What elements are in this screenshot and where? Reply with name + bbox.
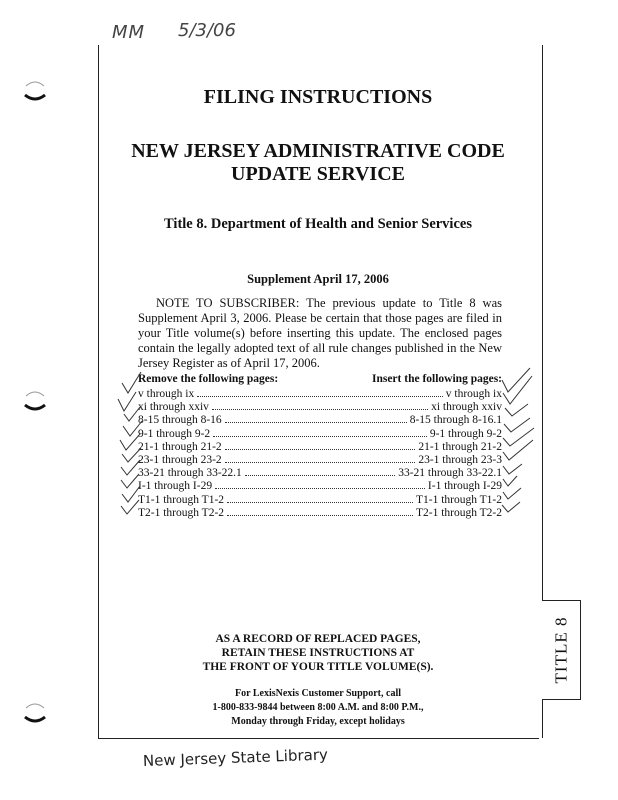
remove-range: 23-1 through 23-2 [138,453,222,466]
punch-hole-icon [22,388,48,414]
library-stamp: New Jersey State Library [142,745,329,770]
handwritten-initials: MM [112,22,146,43]
subtitle: Title 8. Department of Health and Senior Services [164,216,472,232]
remove-range: 9-1 through 9-2 [138,427,211,440]
insert-range: 33-21 through 33-22.1 [398,467,502,480]
table-row [138,387,502,400]
tab-label: TITLE 8 [551,616,571,684]
table-row [138,427,502,440]
support-line-1: For LexisNexis Customer Support, call [234,688,401,699]
remove-range: T2-1 through T2-2 [138,506,225,519]
code-title-line-1: NEW JERSEY ADMINISTRATIVE CODE [131,140,505,162]
punch-hole-icon [22,78,48,104]
remove-range: T1-1 through T1-2 [138,493,225,506]
subscriber-note-text: NOTE TO SUBSCRIBER: The previous update to Title 8 was Supplement April 3, 2006. Please be certain that those pages are filed in your Title volume(s) before inserting this update. The enclosed pages contain the legally adopted text of all rule changes published in the New Jersey Register as of April 17, 2006. [138,296,502,370]
insert-range: 8-15 through 8-16.1 [409,414,502,427]
insert-range: T1-1 through T1-2 [415,493,502,506]
insert-range: I-1 through I-29 [427,480,502,493]
table-row [138,400,502,413]
insert-range: 9-1 through 9-2 [429,427,502,440]
supplement-date: Supplement April 17, 2006 [247,272,389,286]
table-row [138,413,502,426]
support-line-2: 1-800-833-9844 between 8:00 A.M. and 8:00 P.M., [212,702,424,713]
remove-range: 21-1 through 21-2 [138,440,222,453]
table-row [138,466,502,479]
table-row [138,506,502,519]
remove-range: 33-21 through 33-22.1 [138,467,242,480]
remove-range: v through ix [138,388,195,400]
table-row [138,479,502,492]
insert-range: 21-1 through 21-2 [418,440,502,453]
insert-range: T2-1 through T2-2 [415,506,502,519]
insert-range: 23-1 through 23-3 [418,453,502,466]
record-notice-line-3: THE FRONT OF YOUR TITLE VOLUME(S). [202,661,434,673]
table-row [138,453,502,466]
record-notice-line-2: RETAIN THESE INSTRUCTIONS AT [221,647,415,659]
remove-header: Remove the following pages: [138,373,279,385]
punch-hole-icon [22,700,48,726]
table-row [138,440,502,453]
insert-range: xi through xxiv [431,401,502,414]
remove-range: 8-15 through 8-16 [138,414,222,427]
pages-table [138,387,502,519]
support-line-3: Monday through Friday, except holidays [231,716,405,727]
code-title-line-2: UPDATE SERVICE [231,163,405,185]
title-tab [542,600,581,700]
subscriber-note [138,296,502,371]
handwritten-date: 5/3/06 [178,20,236,41]
page-title: FILING INSTRUCTIONS [203,86,433,108]
record-notice-line-1: AS A RECORD OF REPLACED PAGES, [215,633,421,645]
table-row [138,493,502,506]
insert-header: Insert the following pages: [371,373,502,385]
insert-range: v through ix [445,388,502,400]
remove-range: I-1 through I-29 [138,480,213,493]
remove-range: xi through xxiv [138,401,209,414]
